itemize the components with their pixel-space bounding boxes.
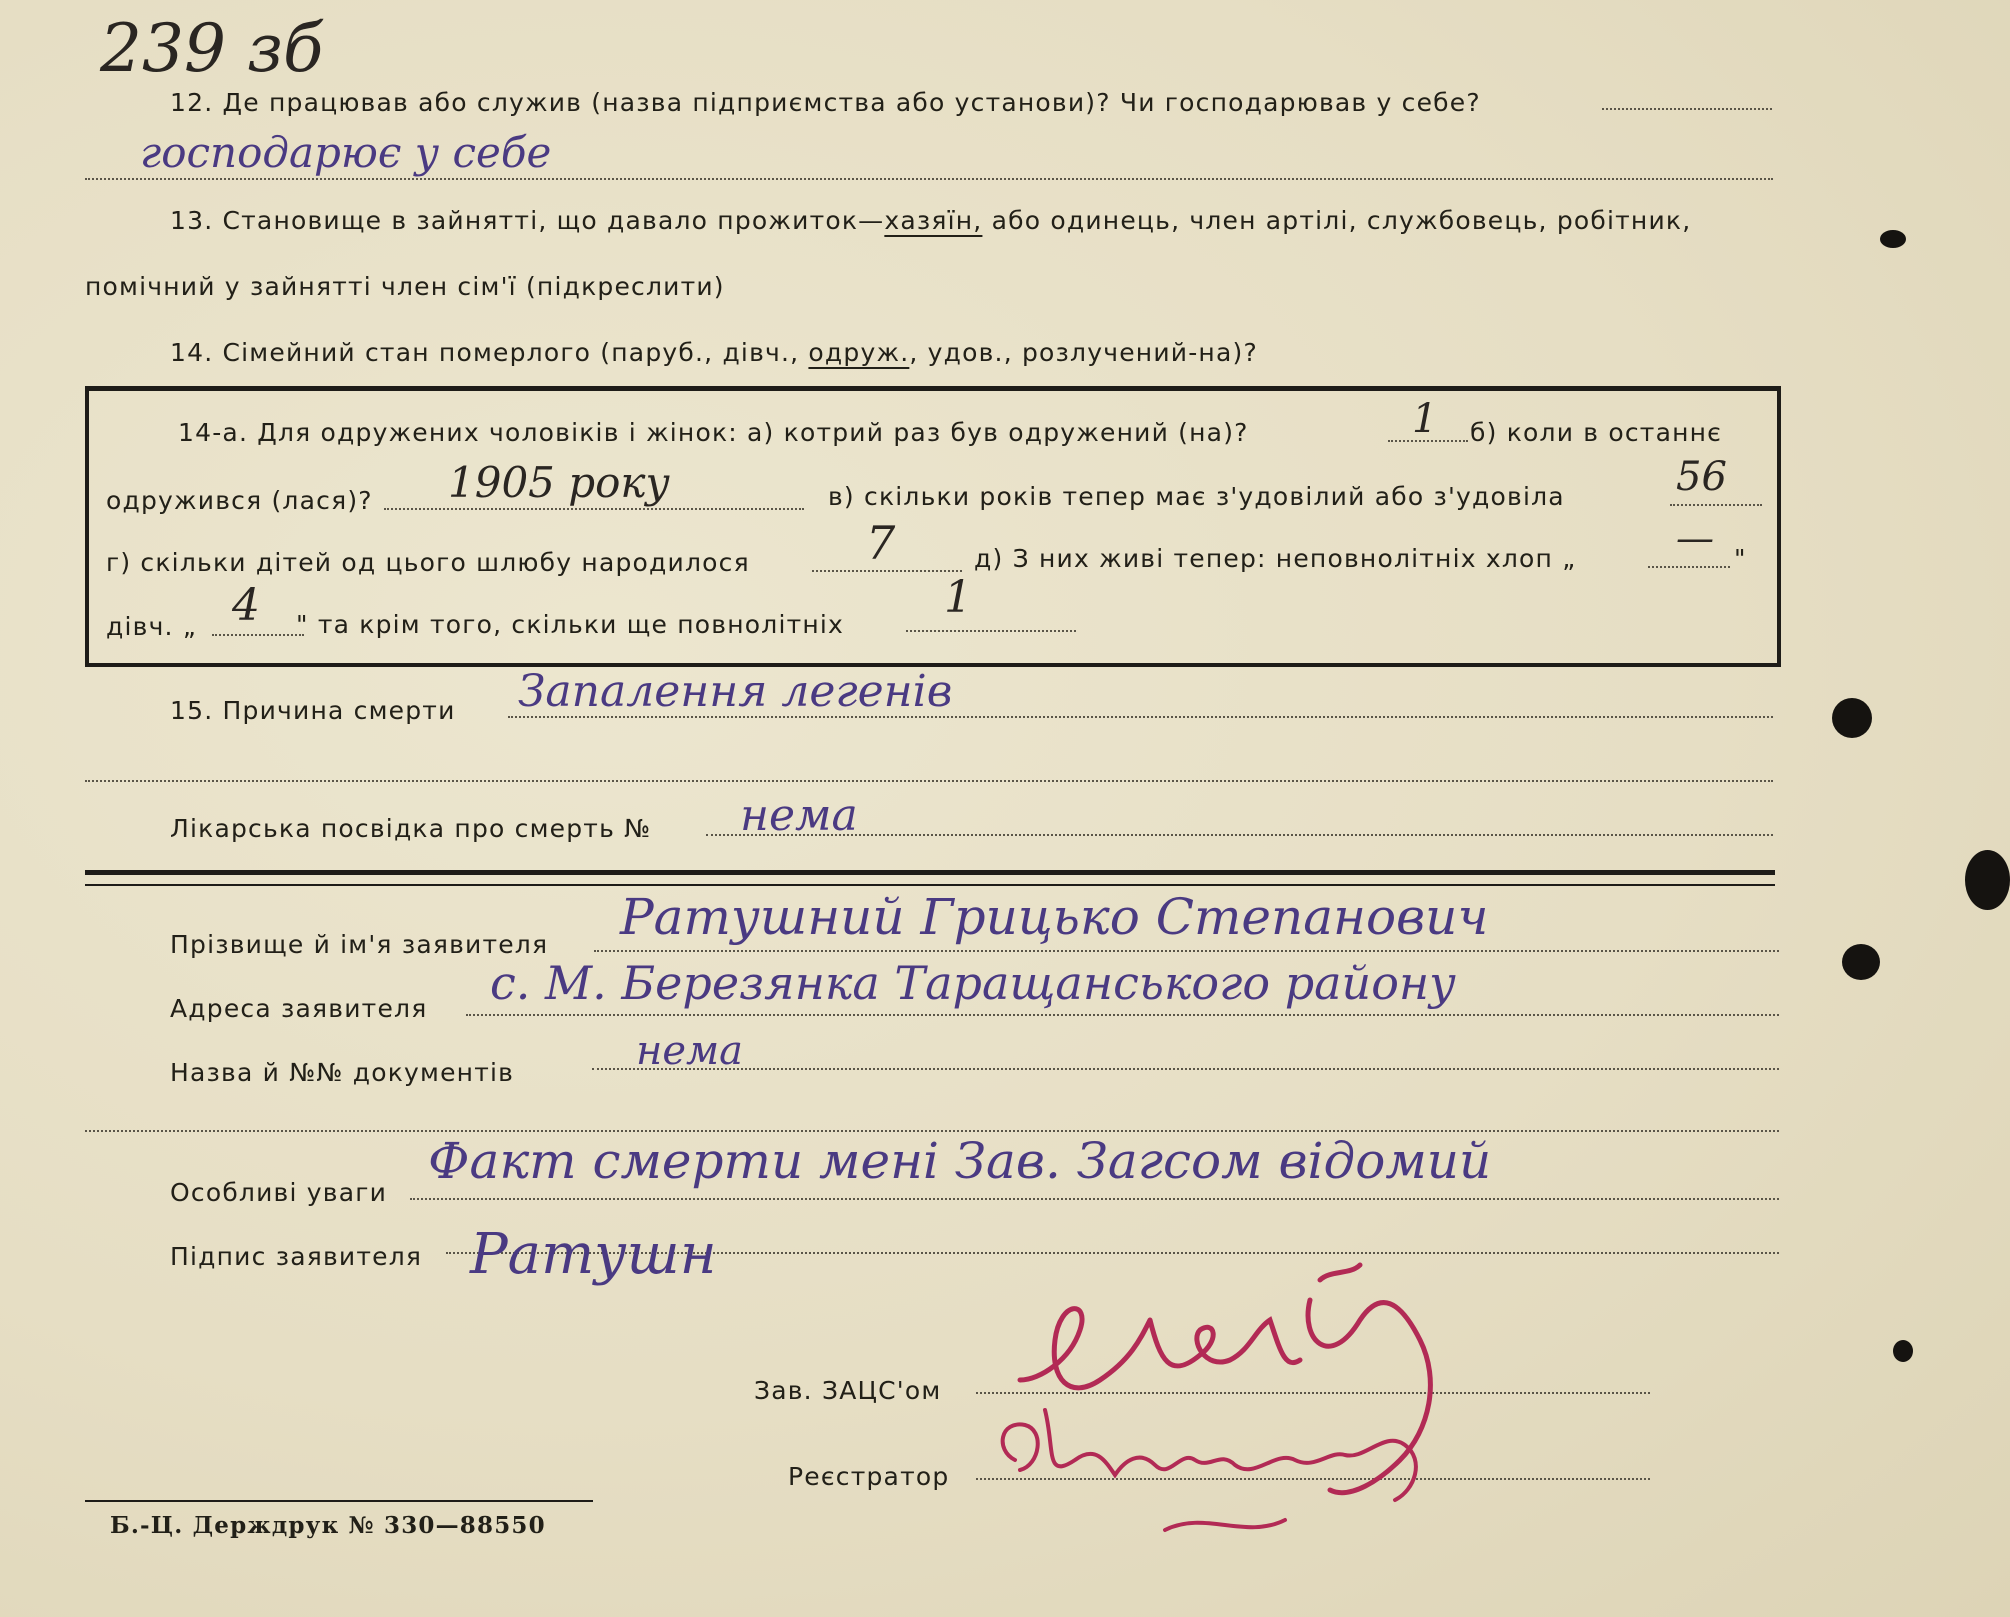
divider-rule-bottom	[85, 884, 1775, 886]
q15-label: 15. Причина смерти	[170, 696, 456, 725]
q14a-line2-b: в) скільки років тепер має з'удовілий або з'удовіла	[828, 482, 1565, 511]
binding-hole	[1842, 944, 1880, 980]
divider-rule-top	[85, 870, 1775, 875]
applicant-name-line	[594, 950, 1779, 952]
certificate-label: Лікарська посвідка про смерть №	[170, 814, 652, 843]
q13-label-rest: або одинець, член артілі, службовець, робітник,	[982, 206, 1692, 235]
q14a-times-married: 1	[1412, 396, 1438, 442]
q13-label-line2: помічний у зайнятті член сім'ї (підкреслити)	[85, 272, 725, 301]
q14a-girls-line	[212, 634, 304, 636]
q14a-adults-line	[906, 630, 1076, 632]
q14-label-start: 14. Сімейний стан померлого (паруб., дівч.,	[170, 338, 809, 367]
q14-underlined-option: одруж.	[808, 338, 910, 367]
q14a-line2-a: одружився (лася)?	[106, 486, 373, 515]
registrar-label: Реєстратор	[788, 1462, 950, 1491]
applicant-docs-label: Назва й №№ документів	[170, 1058, 515, 1087]
q14a-line4-b: " та крім того, скільки ще повнолітніх	[296, 610, 845, 639]
applicant-address: с. М. Березянка Таращанського району	[490, 956, 1456, 1010]
q14a-line4-a: дівч. „	[106, 612, 197, 641]
binding-hole	[1893, 1340, 1913, 1362]
q13-underlined-option: хазяїн,	[884, 206, 983, 235]
printer-imprint: Б.-Ц. Держдрук № 330—88550	[110, 1512, 546, 1539]
binding-hole	[1965, 850, 2010, 910]
q14a-line1-b: б) коли в останнє	[1470, 418, 1723, 447]
q13-label	[170, 206, 1691, 235]
head-label: Зав. ЗАЦС'ом	[754, 1376, 942, 1405]
q14-label-rest: , удов., розлучений-на)?	[909, 338, 1258, 367]
applicant-address-line	[466, 1014, 1779, 1016]
q12-answer-line	[85, 178, 1773, 180]
q14a-line1: 14-а. Для одружених чоловіків і жінок: а) котрий раз був одружений (на)?	[178, 418, 1249, 447]
binding-hole	[1880, 230, 1906, 248]
q12-fill-line	[1602, 108, 1772, 110]
q14a-married-when: 1905 року	[448, 458, 670, 507]
q14a-years-line	[1670, 504, 1762, 506]
applicant-signature-label: Підпис заявителя	[170, 1242, 423, 1271]
q13-label-start: 13. Становище в зайнятті, що давало прожиток—	[170, 206, 885, 235]
registrar-signature-mark	[985, 1390, 1465, 1560]
applicant-signature: Ратушн	[470, 1222, 717, 1287]
applicant-name: Ратушний Грицько Степанович	[620, 888, 1489, 946]
binding-hole	[1832, 698, 1872, 738]
q14a-children-line	[812, 570, 962, 572]
applicant-name-label: Прізвище й ім'я заявителя	[170, 930, 549, 959]
q14a-years: 56	[1676, 454, 1727, 500]
q14a-line3-a: г) скільки дітей од цього шлюбу народилося	[106, 548, 750, 577]
q14a-married-when-line	[384, 508, 804, 510]
q12-answer: господарює у себе	[140, 128, 552, 177]
q14a-boys-line	[1648, 566, 1730, 568]
certificate-answer: нема	[740, 790, 858, 841]
q15-answer: Запалення легенів	[518, 666, 953, 717]
printer-rule	[85, 1500, 593, 1502]
q14a-boys: —	[1676, 516, 1714, 560]
certificate-fill-line	[706, 834, 1773, 836]
q14a-line3-b: д) З них живі тепер: неповнолітніх хлоп „	[974, 544, 1577, 573]
applicant-notes-label: Особливі уваги	[170, 1178, 388, 1207]
applicant-address-label: Адреса заявителя	[170, 994, 428, 1023]
q14a-girls: 4	[232, 580, 260, 631]
applicant-notes-line	[410, 1198, 1779, 1200]
q15-extra-line	[85, 780, 1773, 782]
applicant-notes: Факт смерти мені Зав. Загсом відомий	[428, 1132, 1492, 1190]
q14-label	[170, 338, 1258, 367]
archive-number: 239 зб	[100, 10, 324, 87]
q12-label: 12. Де працював або служив (назва підприємства або установи)? Чи господарював у себе?	[170, 88, 1481, 117]
applicant-docs-line	[592, 1068, 1779, 1070]
q14a-quote-close: "	[1734, 544, 1747, 573]
applicant-docs: нема	[636, 1028, 744, 1074]
q14a-adults: 1	[944, 572, 972, 623]
q14a-children-born: 7	[866, 516, 896, 570]
